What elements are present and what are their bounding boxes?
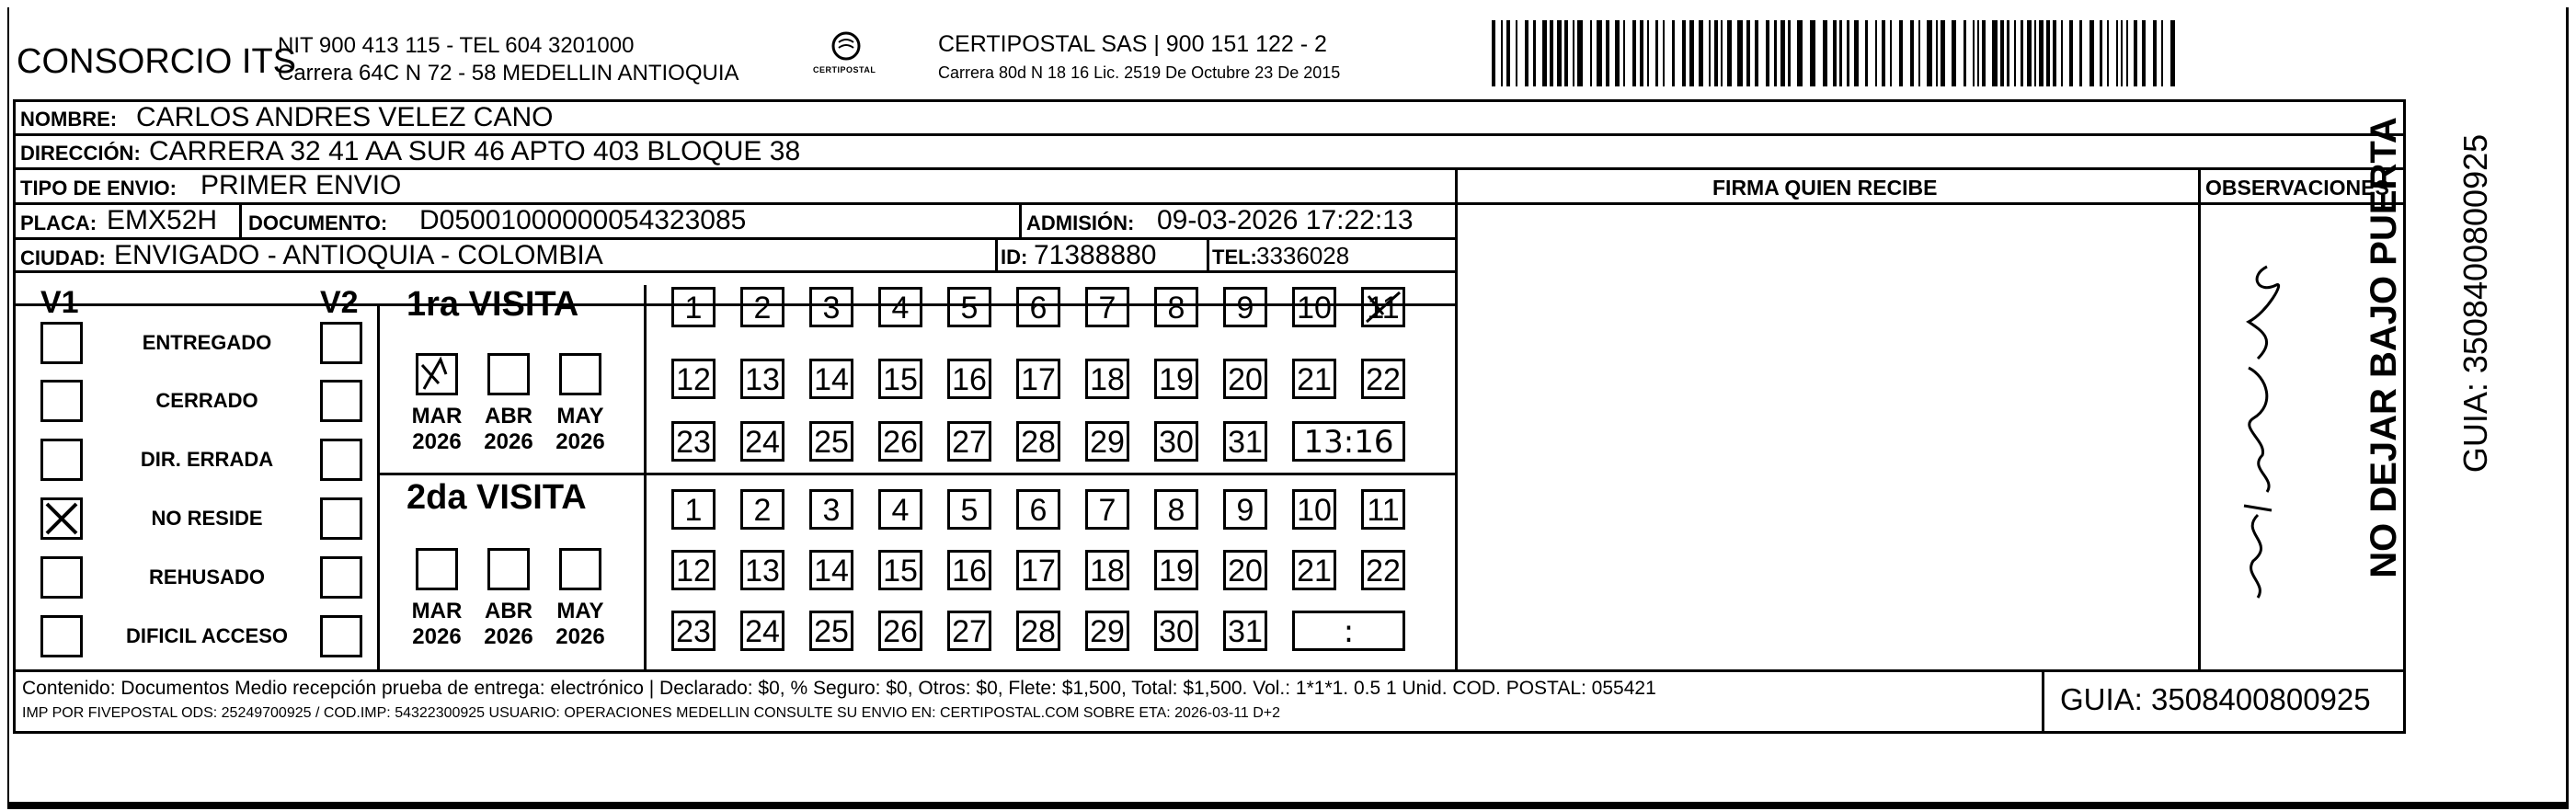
day-cell[interactable]: 31: [1223, 611, 1267, 651]
company-nit-line: NIT 900 413 115 - TEL 604 3201000: [278, 33, 635, 58]
status-label: DIFICIL ACCESO: [125, 624, 289, 647]
v2-label: V2: [320, 285, 359, 320]
day-cell[interactable]: 13: [740, 550, 784, 590]
day-cell[interactable]: 3: [809, 287, 853, 327]
day-cell[interactable]: 6: [1016, 287, 1060, 327]
day-cell[interactable]: 16: [947, 359, 991, 399]
visit1-title: 1ra VISITA: [406, 285, 579, 324]
day-cell[interactable]: 15: [878, 550, 922, 590]
day-cell[interactable]: 23: [671, 421, 716, 462]
day-cell[interactable]: 15: [878, 359, 922, 399]
document-label: DOCUMENTO:: [248, 211, 388, 234]
carrier-line: CERTIPOSTAL SAS | 900 151 122 - 2: [938, 31, 1327, 57]
status-label: REHUSADO: [149, 565, 265, 588]
day-cell[interactable]: 12: [671, 550, 716, 590]
day-cell[interactable]: 30: [1154, 421, 1198, 462]
month-label: MAY: [556, 404, 604, 428]
day-cell[interactable]: 1: [671, 489, 716, 530]
month-label: ABR: [485, 404, 532, 428]
side-guide: GUIA: 3508400800925: [2456, 133, 2494, 474]
month-year-label: 2026: [484, 429, 533, 454]
month-year-label: 2026: [412, 429, 462, 454]
company-address-line: Carrera 64C N 72 - 58 MEDELLIN ANTIOQUIA: [278, 61, 739, 86]
day-cell[interactable]: 11: [1361, 489, 1405, 530]
month-year-label: 2026: [555, 624, 605, 649]
day-cell[interactable]: 6: [1016, 489, 1060, 530]
carrier-address-line: Carrera 80d N 18 16 Lic. 2519 De Octubre 23 De 2015: [938, 63, 1341, 82]
logo-text: CERTIPOSTAL: [813, 65, 876, 74]
day-cell[interactable]: 30: [1154, 611, 1198, 651]
day-cell[interactable]: 25: [809, 611, 853, 651]
guide-box-text: GUIA: 3508400800925: [2060, 682, 2371, 716]
name-label: NOMBRE:: [20, 108, 118, 131]
day-cell[interactable]: 5: [947, 287, 991, 327]
day-cell[interactable]: 3: [809, 489, 853, 530]
day-cell[interactable]: 11: [1361, 287, 1405, 327]
day-cell[interactable]: 2: [740, 287, 784, 327]
admission-label: ADMISIÓN:: [1026, 211, 1135, 234]
day-cell[interactable]: 16: [947, 550, 991, 590]
day-cell[interactable]: 26: [878, 421, 922, 462]
day-cell[interactable]: 27: [947, 611, 991, 651]
month-label: ABR: [485, 599, 532, 623]
day-cell[interactable]: 21: [1292, 359, 1336, 399]
tel-value: 3336028: [1256, 242, 1350, 269]
day-cell[interactable]: 14: [809, 550, 853, 590]
day-cell[interactable]: 9: [1223, 287, 1267, 327]
day-cell[interactable]: 28: [1016, 421, 1060, 462]
day-cell[interactable]: 1: [671, 287, 716, 327]
visit-time-field[interactable]: :: [1292, 611, 1405, 651]
month-year-label: 2026: [412, 624, 462, 649]
plate-label: PLACA:: [20, 211, 97, 234]
plate-value: EMX52H: [107, 205, 218, 235]
day-cell[interactable]: 18: [1085, 550, 1129, 590]
footer-contents: Contenido: Documentos Medio recepción prueba de entrega: electrónico | Declarado: $0, % Seguro: $0, Otros: $0, Flete: $1,500, Total: $1,500. Vol.: 1*1*1. 0.5 1 Unid. COD. POSTAL: 055421: [22, 678, 1656, 699]
day-cell[interactable]: 19: [1154, 550, 1198, 590]
status-label: ENTREGADO: [142, 331, 272, 354]
city-label: CIUDAD:: [20, 246, 106, 269]
admission-value: 09-03-2026 17:22:13: [1157, 205, 1414, 235]
footer-imp: IMP POR FIVEPOSTAL ODS: 25249700925 / COD.IMP: 54322300925 USUARIO: OPERACIONES MEDELLIN CONSULTE SU ENVIO EN: CERTIPOSTAL.COM SOBRE ETA: 2026-03-11 D+2: [22, 705, 1281, 721]
recipient-address: CARRERA 32 41 AA SUR 46 APTO 403 BLOQUE 38: [149, 136, 801, 166]
day-cell[interactable]: 17: [1016, 550, 1060, 590]
id-label: ID:: [1001, 246, 1028, 268]
day-cell[interactable]: 17: [1016, 359, 1060, 399]
day-cell[interactable]: 19: [1154, 359, 1198, 399]
day-cell[interactable]: 14: [809, 359, 853, 399]
label-bottom-frame: [7, 7, 2569, 809]
id-value: 71388880: [1034, 240, 1157, 270]
day-cell[interactable]: 12: [671, 359, 716, 399]
day-cell[interactable]: 10: [1292, 489, 1336, 530]
day-cell[interactable]: 7: [1085, 489, 1129, 530]
day-cell[interactable]: 24: [740, 611, 784, 651]
day-cell[interactable]: 10: [1292, 287, 1336, 327]
day-cell[interactable]: 4: [878, 489, 922, 530]
day-cell[interactable]: 26: [878, 611, 922, 651]
day-cell[interactable]: 20: [1223, 550, 1267, 590]
day-cell[interactable]: 31: [1223, 421, 1267, 462]
day-cell[interactable]: 28: [1016, 611, 1060, 651]
city-value: ENVIGADO - ANTIOQUIA - COLOMBIA: [114, 240, 603, 270]
month-label: MAR: [411, 404, 463, 428]
status-label: DIR. ERRADA: [140, 448, 274, 471]
day-cell[interactable]: 9: [1223, 489, 1267, 530]
status-label: NO RESIDE: [151, 507, 263, 530]
day-cell[interactable]: 23: [671, 611, 716, 651]
day-cell[interactable]: 8: [1154, 489, 1198, 530]
day-cell[interactable]: 20: [1223, 359, 1267, 399]
status-label: CERRADO: [155, 389, 258, 412]
ship-type-label: TIPO DE ENVIO:: [20, 177, 177, 200]
month-year-label: 2026: [484, 624, 533, 649]
day-cell[interactable]: 29: [1085, 611, 1129, 651]
day-cell[interactable]: 29: [1085, 421, 1129, 462]
ship-type: PRIMER ENVIO: [200, 170, 402, 200]
day-cell[interactable]: 21: [1292, 550, 1336, 590]
day-cell[interactable]: 8: [1154, 287, 1198, 327]
address-label: DIRECCIÓN:: [20, 142, 141, 165]
day-cell[interactable]: 27: [947, 421, 991, 462]
v1-label: V1: [40, 285, 79, 320]
month-year-label: 2026: [555, 429, 605, 454]
company-name: CONSORCIO ITS: [17, 42, 297, 81]
day-cell[interactable]: 22: [1361, 550, 1405, 590]
day-cell[interactable]: 7: [1085, 287, 1129, 327]
day-cell[interactable]: 22: [1361, 359, 1405, 399]
side-warning: NO DEJAR BAJO PUERTA: [2364, 117, 2404, 578]
recipient-name: CARLOS ANDRES VELEZ CANO: [136, 102, 554, 132]
signature-header: FIRMA QUIEN RECIBE: [1712, 176, 1938, 200]
day-cell[interactable]: 18: [1085, 359, 1129, 399]
document-value: D05001000000054323085: [419, 205, 747, 235]
day-cell[interactable]: 13: [740, 359, 784, 399]
day-cell[interactable]: 5: [947, 489, 991, 530]
day-cell[interactable]: 2: [740, 489, 784, 530]
visit-time-field[interactable]: 13:16: [1292, 421, 1405, 462]
tel-label: TEL:: [1212, 246, 1257, 268]
month-label: MAY: [556, 599, 604, 623]
day-cell[interactable]: 24: [740, 421, 784, 462]
visit2-title: 2da VISITA: [406, 478, 587, 517]
day-cell[interactable]: 25: [809, 421, 853, 462]
day-cell[interactable]: 4: [878, 287, 922, 327]
observations-header: OBSERVACIONES: [2205, 176, 2389, 200]
month-label: MAR: [411, 599, 463, 623]
